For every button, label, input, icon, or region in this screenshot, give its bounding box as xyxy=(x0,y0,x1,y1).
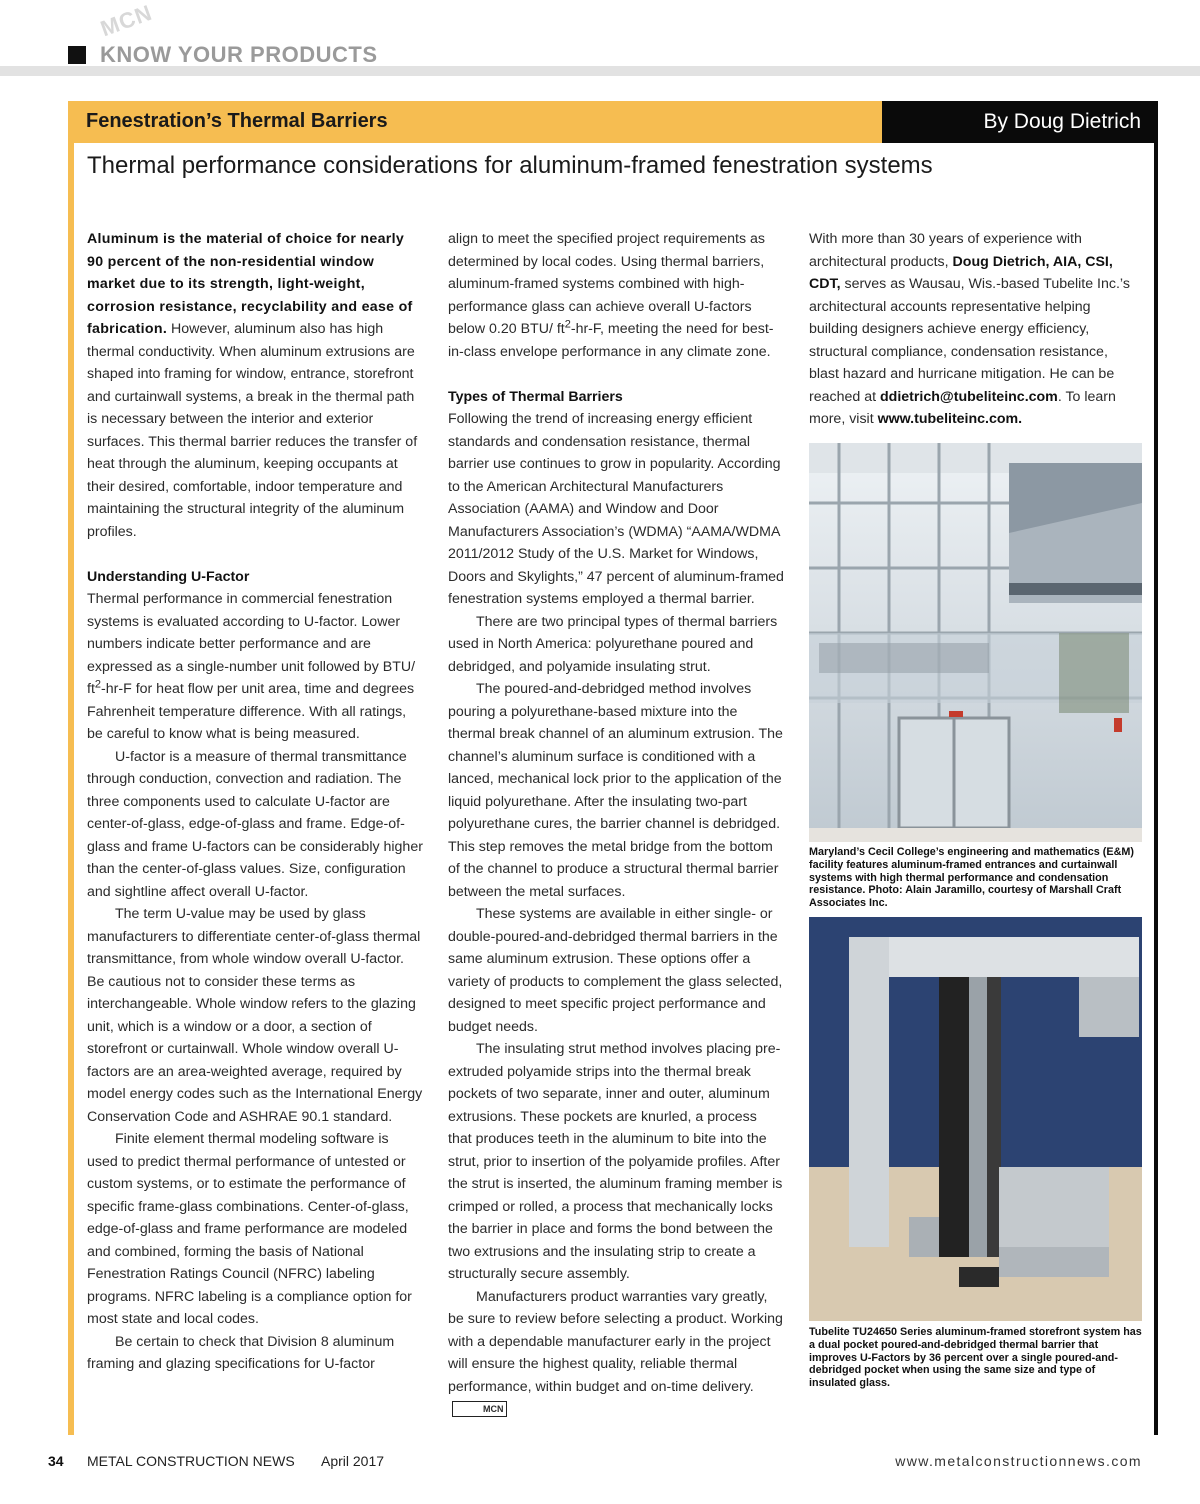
author-byline: By Doug Dietrich xyxy=(983,110,1141,133)
mcn-watermark: MCN xyxy=(97,0,156,42)
frame-left-rule xyxy=(68,143,74,1435)
paragraph: Thermal performance in commercial fenestration systems is evaluated according to U-factor. Lower numbers indicate better performance and are expressed as a single-number unit followed by BTU/ $ft^2-hr-F$ for heat flow per unit area, time and degrees Fahrenheit temperature difference. With all ratings, be careful to know what is being measured. xyxy=(87,591,416,742)
article-subtitle: Thermal performance considerations for aluminum-framed fenestration systems xyxy=(87,152,933,179)
issue-date: April 2017 xyxy=(321,1453,385,1469)
column-2 xyxy=(448,228,784,1421)
publication-url[interactable]: www.metalconstructionnews.com xyxy=(895,1453,1142,1469)
author-email-link[interactable]: ddietrich@tubeliteinc.com xyxy=(880,388,1058,405)
paragraph: The insulating strut method involves placing pre-extruded polyamide strips into the thermal break pockets of two separate, inner and outer, aluminum extrusions. These pockets are knurled, a process that produces teeth in the aluminum to bite into the strut, prior to insertion of the polyamide profiles. After the strut is inserted, the aluminum framing member is crimped or rolled, a process that mechanically locks the barrier in place and forms the bond between the two extrusions and the insulating strip to create a structurally secure assembly. xyxy=(448,1041,783,1282)
page-number: 34 xyxy=(48,1453,64,1469)
lead-rest: However, aluminum also has high thermal conductivity. When aluminum extrusions are shaped into framing for window, entrance, storefront and curtainwall systems, a break in the thermal path is necessary between the interior and exterior surfaces. This thermal barrier reduces the transfer of heat through the aluminum, keeping occupants at their desired, comfortable, indoor temperature and maintaining the structural integrity of the aluminum profiles. xyxy=(87,321,418,540)
section-label: KNOW YOUR PRODUCTS xyxy=(100,42,378,67)
end-mark-icon: MCN xyxy=(452,1401,507,1417)
photo1-caption: Maryland’s Cecil College’s engineering and mathematics (E&M) facility features aluminum-framed entrances and curtainwall systems with high thermal performance and condensation resistance. Photo: Alain Jaramillo, courtesy of Marshall Craft Associates Inc. xyxy=(809,846,1134,910)
lead-bold: Aluminum is the material of choice for nearly 90 percent of the non-residential window market due to its strength, light-weight, corrosion resistance, recyclability and ease of fabrication. xyxy=(87,231,413,337)
lead-paragraph xyxy=(87,228,423,543)
author-name: Doug Dietrich, AIA, CSI, CDT, xyxy=(809,253,1113,292)
paragraph: Be certain to check that Division 8 aluminum framing and glazing specifications for U-factor xyxy=(87,1333,395,1372)
paragraph: These systems are available in either single- or double-poured-and-debridged thermal barriers in the same aluminum extrusion. These options offer a variety of products to complement the glass selected, designed to meet specific project performance and budget needs. xyxy=(448,906,783,1035)
paragraph: Following the trend of increasing energy efficient standards and condensation resistance, thermal barrier use continues to grow in popularity. According to the American Architectural Manufacturers Association (AAMA) and Window and Door Manufacturers Association’s (WDMA) “AAMA/WDMA 2011/2012 Study of the U.S. Market for Windows, Doors and Skylights,” 47 percent of aluminum-framed fenestration systems employed a thermal barrier. xyxy=(448,411,784,607)
extrusion-illustration xyxy=(809,917,1142,1321)
column-1 xyxy=(87,228,423,1376)
publication-name: METAL CONSTRUCTION NEWS xyxy=(87,1453,295,1469)
frame-right-rule xyxy=(1154,101,1158,1435)
article-title: Fenestration’s Thermal Barriers xyxy=(86,110,388,132)
atrium-photo xyxy=(809,443,1142,842)
paragraph: The term U-value may be used by glass manufacturers to differentiate center-of-glass thermal transmittance, from whole window overall U-factor. Be cautious not to consider these terms as interchangeable. Whole window refers to the glazing unit, which is a window or a door, a section of storefront or curtainwall. Whole window overall U-factors are an area-weighted average, required by model energy codes such as the International Energy Conservation Code and ASHRAE 90.1 standard. xyxy=(87,906,423,1125)
heading-thermal-barriers: Types of Thermal Barriers xyxy=(448,388,623,405)
atrium-illustration xyxy=(809,443,1142,842)
paragraph: The poured-and-debridged method involves pouring a polyurethane-based mixture into the thermal break channel of an aluminum extrusion. The channel’s aluminum surface is conditioned with a lanced, mechanical lock prior to the application of the liquid polyurethane. After the insulating two-part polyurethane cures, the barrier channel is debridged. This step removes the metal bridge from the bottom of the channel to produce a structural thermal barrier between the metal surfaces. xyxy=(448,681,783,900)
extrusion-photo xyxy=(809,917,1142,1321)
section-marker xyxy=(68,46,86,64)
paragraph: U-factor is a measure of thermal transmittance through conduction, convection and radiation. The three components used to calculate U-factor are center-of-glass, edge-of-glass and frame. Edge-of-glass and frame U-factors can be considerably higher than the center-of-glass values. Size, configuration and sightline affect overall U-factor. xyxy=(87,748,423,900)
column-3 xyxy=(809,228,1140,431)
paragraph: There are two principal types of thermal barriers used in North America: polyurethane poured and debridged, and polyamide insulating strut. xyxy=(448,613,778,675)
paragraph: align to meet the specified project requirements as determined by local codes. Using thermal barriers, aluminum-framed systems combined with high-performance glass can achieve overall U-factors below 0.20 BTU/ $ft^2-hr-F$, meeting the need for best-in-class envelope performance in any climate zone. xyxy=(448,231,774,360)
paragraph: Finite element thermal modeling software is used to predict thermal performance of untested or custom systems, or to estimate the performance of specific frame-glass combinations. Center-of-glass, edge-of-glass and frame performance are modeled and combined, forming the basis of National Fenestration Ratings Council (NFRC) labeling programs. NFRC labeling is a compliance option for most state and local codes. xyxy=(87,1131,412,1327)
heading-u-factor: Understanding U-Factor xyxy=(87,568,250,585)
paragraph: Manufacturers product warranties vary greatly, be sure to review before selecting a product. Working with a dependable manufacturer early in the project will ensure the highest quality, reliable thermal performance, within budget and on-time delivery.MCN xyxy=(448,1286,784,1421)
photo2-caption: Tubelite TU24650 Series aluminum-framed storefront system has a dual pocket poured-and-debridged thermal barrier that improves U-Factors by 36 percent over a single poured-and-debridged pocket when using the same size and type of insulated glass. xyxy=(809,1326,1142,1390)
website-link[interactable]: www.tubeliteinc.com. xyxy=(877,411,1023,427)
author-bio: With more than 30 years of experience with architectural products, Doug Dietrich, AIA, CSI, CDT, serves as Wausau, Wis.-based Tubelite Inc.’s architectural accounts representative helping building designers achieve energy efficiency, structural compliance, condensation resistance, blast hazard and hurricane mitigation. He can be reached at ddietrich@tubeliteinc.com. To learn more, visit www.tubeliteinc.com. xyxy=(809,231,1130,427)
